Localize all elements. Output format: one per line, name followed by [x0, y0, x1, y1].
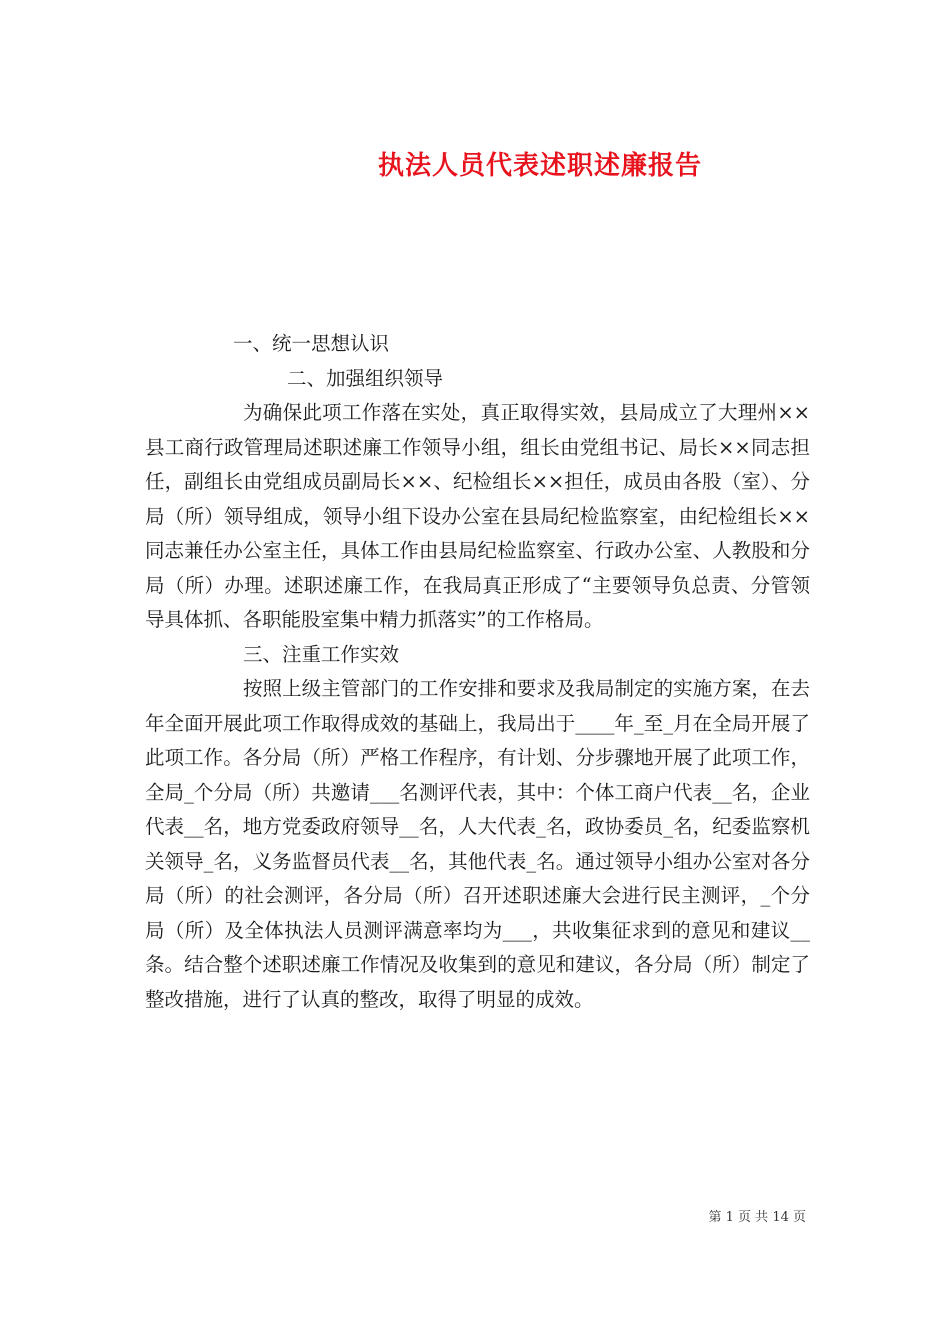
document-title: 执法人员代表述职述廉报告 — [377, 151, 702, 182]
body-paragraph-1: 为确保此项工作落在实处，真正取得实效，县局成立了大理州××县工商行政管理局述职述廉工作领导小组，组长由党组书记、局长××同志担任，副组长由党组成员副局长××、纪检组长××担任，成员由各股（室）、分局（所）领导组成，领导小组下设办公室在县局纪检监察室，由纪检组长××同志兼任办公室主任，具体工作由县局纪检监察室、行政办公室、人教股和分局（所）办理。述职述廉工作，在我局真正形成了“主要领导负总责、分管领导具体抓、各职能股室集中精力抓落实”的工作格局。 — [145, 401, 810, 631]
section-heading-2: 二、加强组织领导 — [287, 366, 444, 390]
page-number-footer: 第 1 页 共 14 页 — [708, 1210, 806, 1225]
section-heading-1: 一、统一思想认识 — [233, 332, 390, 355]
body-paragraph-2: 按照上级主管部门的工作安排和要求及我局制定的实施方案，在去年全面开展此项工作取得成效的基础上，我局出于____年_至_月在全局开展了此项工作。各分局（所）严格工作程序，有计划、分步骤地开展了此项工作，全局_个分局（所）共邀请___名测评代表，其中：个体工商户代表__名，企业代表__名，地方党委政府领导__名，人大代表_名，政协委员_名，纪委监察机关领导_名，义务监督员代表__名，其他代表_名。通过领导小组办公室对各分局（所）的社会测评，各分局（所）召开述职述廉大会进行民主测评，_个分局（所）及全体执法人员测评满意率均为___，共收集征求到的意见和建议__条。结合整个述职述廉工作情况及收集到的意见和建议，各分局（所）制定了整改措施，进行了认真的整改，取得了明显的成效。 — [145, 677, 810, 1011]
document-body — [145, 327, 810, 1017]
section-heading-3: 三、注重工作实效 — [243, 642, 400, 666]
